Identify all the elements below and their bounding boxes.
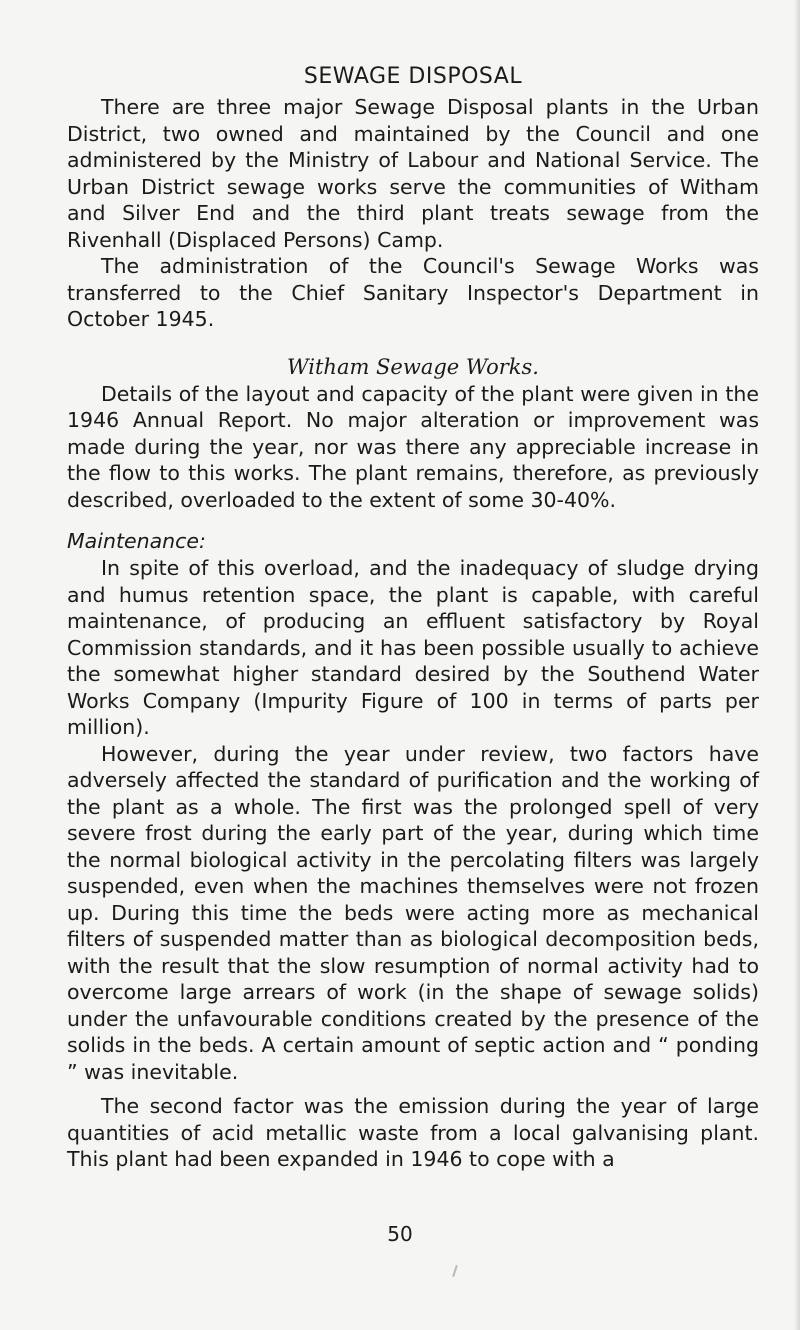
page-number: 50: [387, 1222, 413, 1246]
intro-paragraph: There are three major Sewage Disposal plants in the Urban District, two owned and maintained by the Council and one administered by the Ministry of Labour and National Service. The Urban District sewage works serve the communities of Witham and Silver End and the third plant treats sewage from the Rivenhall (Displaced Persons) Camp.: [67, 95, 759, 252]
maintenance-heading: Maintenance:: [67, 529, 206, 553]
administration-paragraph: The administration of the Council's Sewage Works was transferred to the Chief Sanitary Inspector's Department in October 1945.: [67, 254, 759, 331]
stray-pencil-mark: [452, 1265, 458, 1277]
maintenance-paragraph: In spite of this overload, and the inadequacy of sludge drying and humus retention space, the plant is capable, with careful maintenance, of producing an effluent satisfactory by Royal Commission standards, and it has been possible usually to achieve the somewhat higher standard desired by the Southend Water Works Company (Impurity Figure of 100 in terms of parts per million).: [67, 556, 759, 739]
section-heading: SEWAGE DISPOSAL: [303, 64, 523, 89]
witham-paragraph: Details of the layout and capacity of the plant were given in the 1946 Annual Report. No major alteration or improvement was made during the year, nor was there any appreciable increase in the flow to this works. The plant remains, therefore, as previously described, overloaded to the extent of some 30-40%.: [67, 381, 759, 512]
page-edge-shadow: [794, 0, 800, 1330]
text-column: [67, 62, 759, 1173]
witham-subheading: Witham Sewage Works.: [287, 354, 539, 379]
factors-paragraph: However, during the year under review, two factors have adversely affected the standard of purification and the working of the plant as a whole. The first was the prolonged spell of very severe frost during the early part of the year, during which time the normal biological activity in the percolating filters was largely suspended, even when the machines themselves were not frozen up. During this time the beds were acting more as mechanical filters of suspended matter than as biological decomposition beds, with the result that the slow resumption of normal activity had to overcome large arrears of work (in the shape of sewage solids) under the unfavourable conditions created by the presence of the solids in the beds. A certain amount of septic action and “ ponding ” was inevitable.: [67, 741, 759, 1084]
second-factor-paragraph: The second factor was the emission during the year of large quantities of acid metallic waste from a local galvanising plant. This plant had been expanded in 1946 to cope with a: [67, 1094, 759, 1171]
